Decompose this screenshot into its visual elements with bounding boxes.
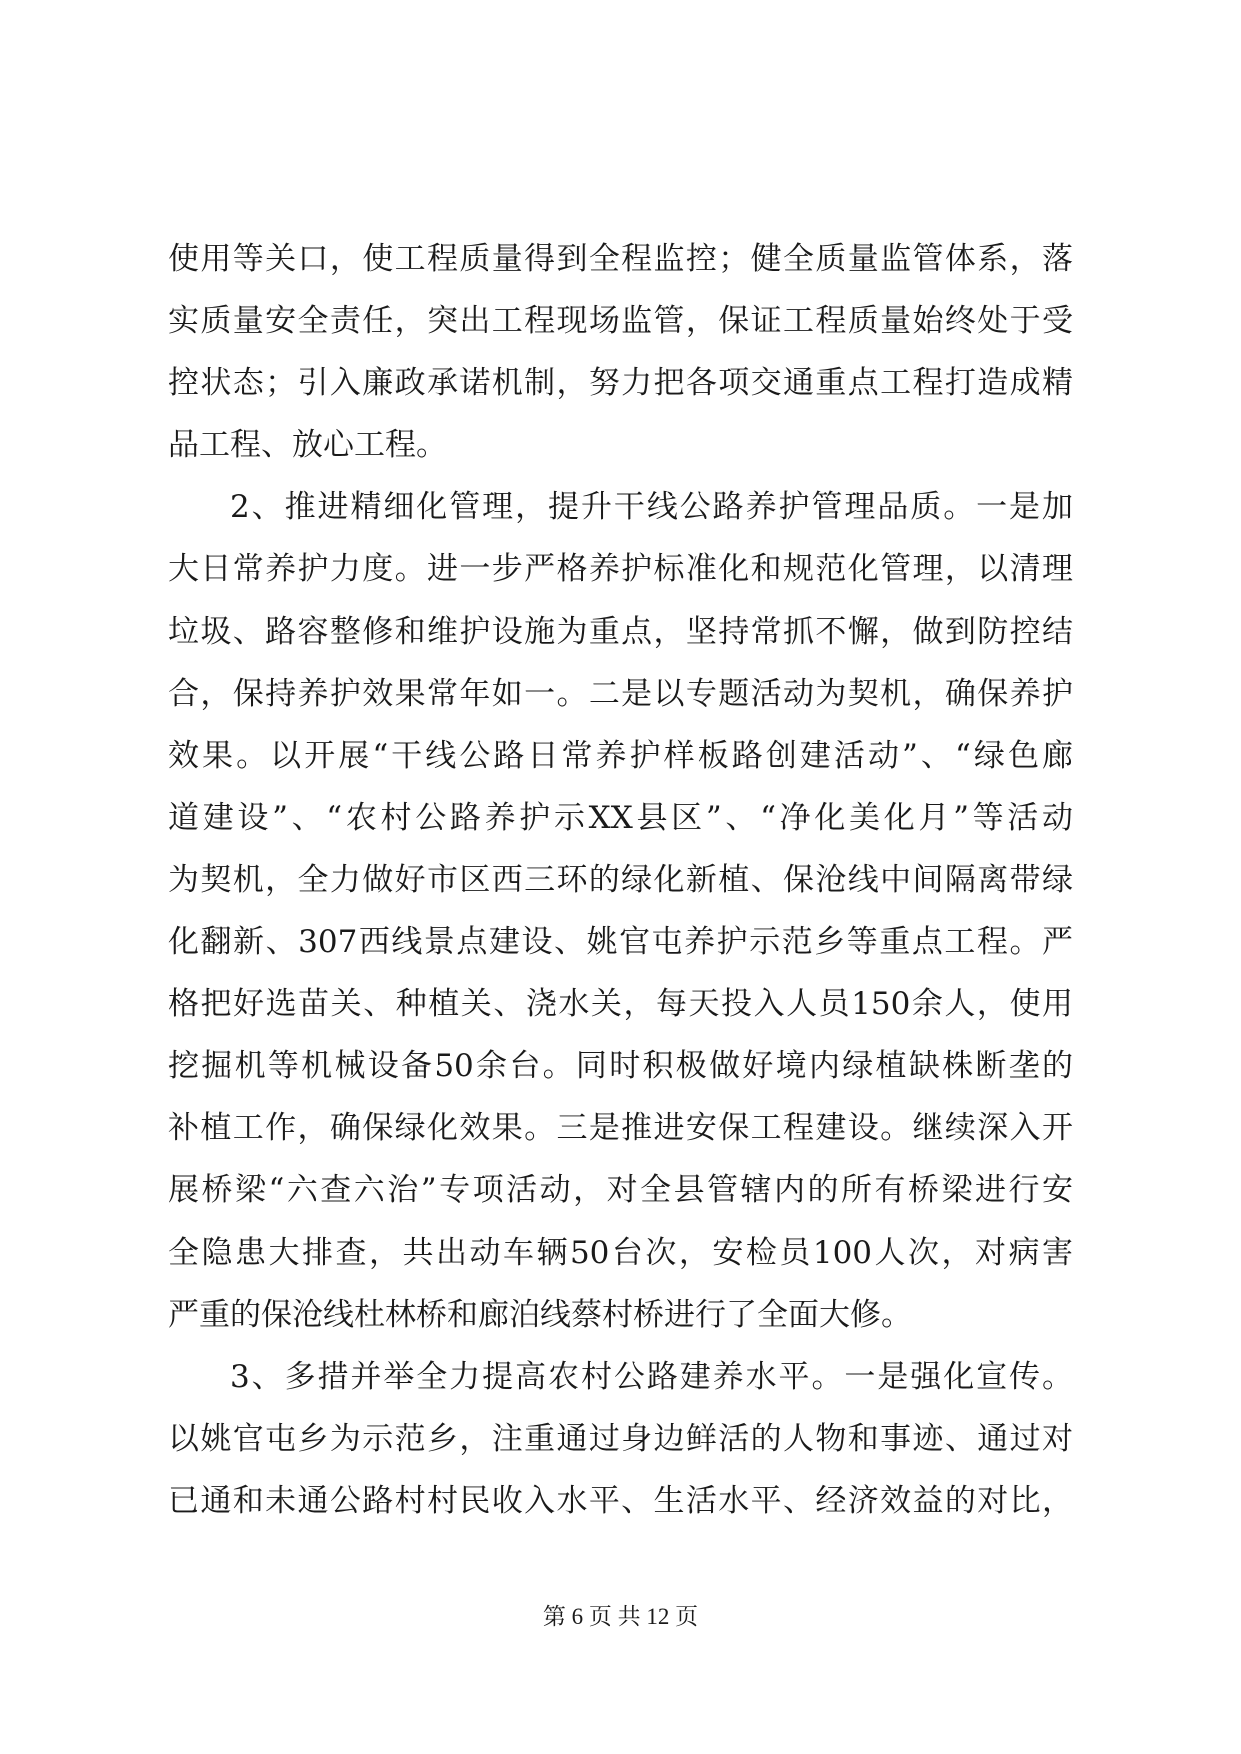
text-line: 效果。以开展“干线公路日常养护样板路创建活动”、“绿色廊 (168, 737, 1073, 774)
text-line: 品工程、放心工程。 (168, 427, 447, 464)
text-line: 控状态；引入廉政承诺机制，努力把各项交通重点工程打造成精 (168, 365, 1073, 402)
text-line: 严重的保沧线杜林桥和廊泊线蔡村桥进行了全面大修。 (168, 1296, 912, 1333)
text-line: 化翻新、307西线景点建设、姚官屯养护示范乡等重点工程。严 (168, 924, 1073, 961)
text-line: 以姚官屯乡为示范乡，注重通过身边鲜活的人物和事迹、通过对 (168, 1420, 1073, 1457)
text-line: 3、多措并举全力提高农村公路建养水平。一是强化宣传。 (230, 1358, 1073, 1395)
text-line: 为契机，全力做好市区西三环的绿化新植、保沧线中间隔离带绿 (168, 861, 1073, 898)
text-line: 挖掘机等机械设备50余台。同时积极做好境内绿植缺株断垄的 (168, 1048, 1073, 1085)
text-line: 大日常养护力度。进一步严格养护标准化和规范化管理，以清理 (168, 551, 1073, 588)
text-line: 2、推进精细化管理，提升干线公路养护管理品质。一是加 (230, 489, 1073, 526)
text-line: 使用等关口，使工程质量得到全程监控；健全质量监管体系，落 (168, 241, 1073, 277)
text-line: 垃圾、路容整修和维护设施为重点，坚持常抓不懈，做到防控结 (168, 613, 1073, 650)
page-footer: 第 6 页 共 12 页 (542, 1604, 699, 1629)
text-line: 展桥梁“六查六治”专项活动，对全县管辖内的所有桥梁进行安 (168, 1172, 1073, 1209)
text-line: 合，保持养护效果常年如一。二是以专题活动为契机，确保养护 (168, 675, 1073, 712)
text-line: 已通和未通公路村村民收入水平、生活水平、经济效益的对比， (168, 1482, 1073, 1519)
text-line: 全隐患大排查，共出动车辆50台次，安检员100人次，对病害 (168, 1234, 1073, 1271)
document-body (168, 228, 1073, 1532)
text-line: 格把好选苗关、种植关、浇水关，每天投入人员150余人，使用 (168, 986, 1073, 1023)
text-line: 道建设”、“农村公路养护示XX县区”、“净化美化月”等活动 (168, 799, 1073, 836)
text-line: 补植工作，确保绿化效果。三是推进安保工程建设。继续深入开 (168, 1110, 1073, 1147)
text-line: 实质量安全责任，突出工程现场监管，保证工程质量始终处于受 (168, 303, 1073, 340)
